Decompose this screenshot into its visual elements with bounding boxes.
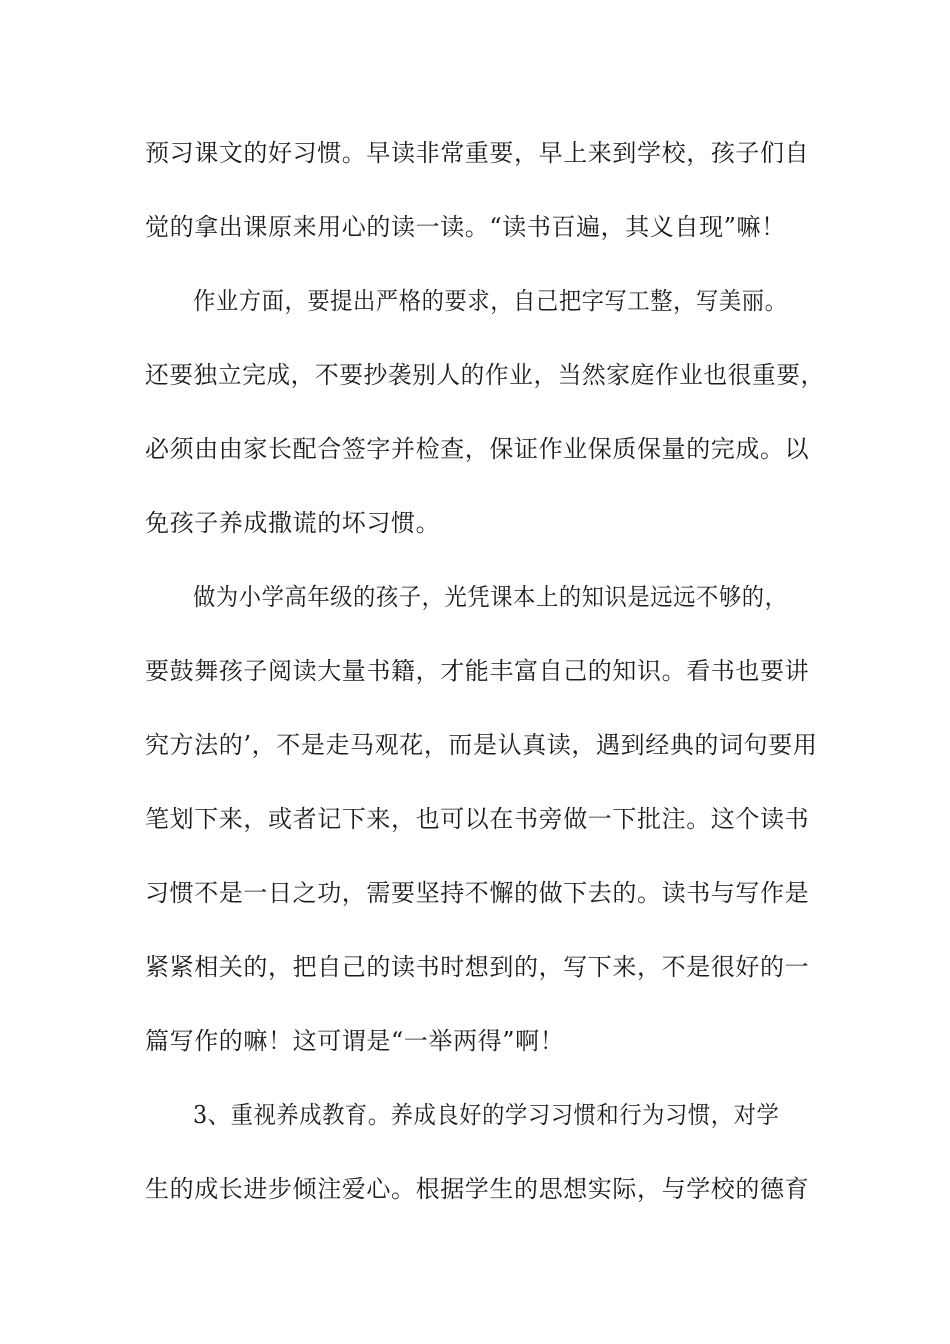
text-line: 还要独立完成，不要抄袭别人的作业，当然家庭作业也很重要， bbox=[145, 361, 825, 389]
text-line: 要鼓舞孩子阅读大量书籍，才能丰富自己的知识。看书也要讲 bbox=[145, 657, 810, 685]
text-line: 生的成长进步倾注爱心。根据学生的思想实际，与学校的德育 bbox=[145, 1175, 810, 1203]
paragraph-first-line: 做为小学高年级的孩子，光凭课本上的知识是远远不够的， bbox=[193, 583, 788, 611]
text-line: 必须由由家长配合签字并检查，保证作业保质保量的完成。以 bbox=[145, 435, 810, 463]
paragraph-first-line: 3、重视养成教育。养成良好的学习习惯和行为习惯，对学 bbox=[193, 1101, 780, 1129]
text-line: 预习课文的好习惯。早读非常重要，早上来到学校，孩子们自 bbox=[145, 139, 810, 167]
text-line: 免孩子养成撒谎的坏习惯。 bbox=[145, 509, 441, 537]
text-line: 习惯不是一日之功，需要坚持不懈的做下去的。读书与写作是 bbox=[145, 879, 810, 907]
paragraph-first-line: 作业方面，要提出严格的要求，自己把字写工整，写美丽。 bbox=[193, 287, 788, 315]
text-line: 究方法的’，不是走马观花，而是认真读，遇到经典的词句要用 bbox=[145, 731, 818, 759]
text-line: 紧紧相关的，把自己的读书时想到的，写下来，不是很好的一 bbox=[145, 953, 810, 981]
text-line: 笔划下来，或者记下来，也可以在书旁做一下批注。这个读书 bbox=[145, 805, 810, 833]
text-line: 觉的拿出课原来用心的读一读。“读书百遍，其义自现”嘛！ bbox=[145, 213, 786, 241]
text-line: 篇写作的嘛！这可谓是“一举两得”啊！ bbox=[145, 1027, 565, 1055]
